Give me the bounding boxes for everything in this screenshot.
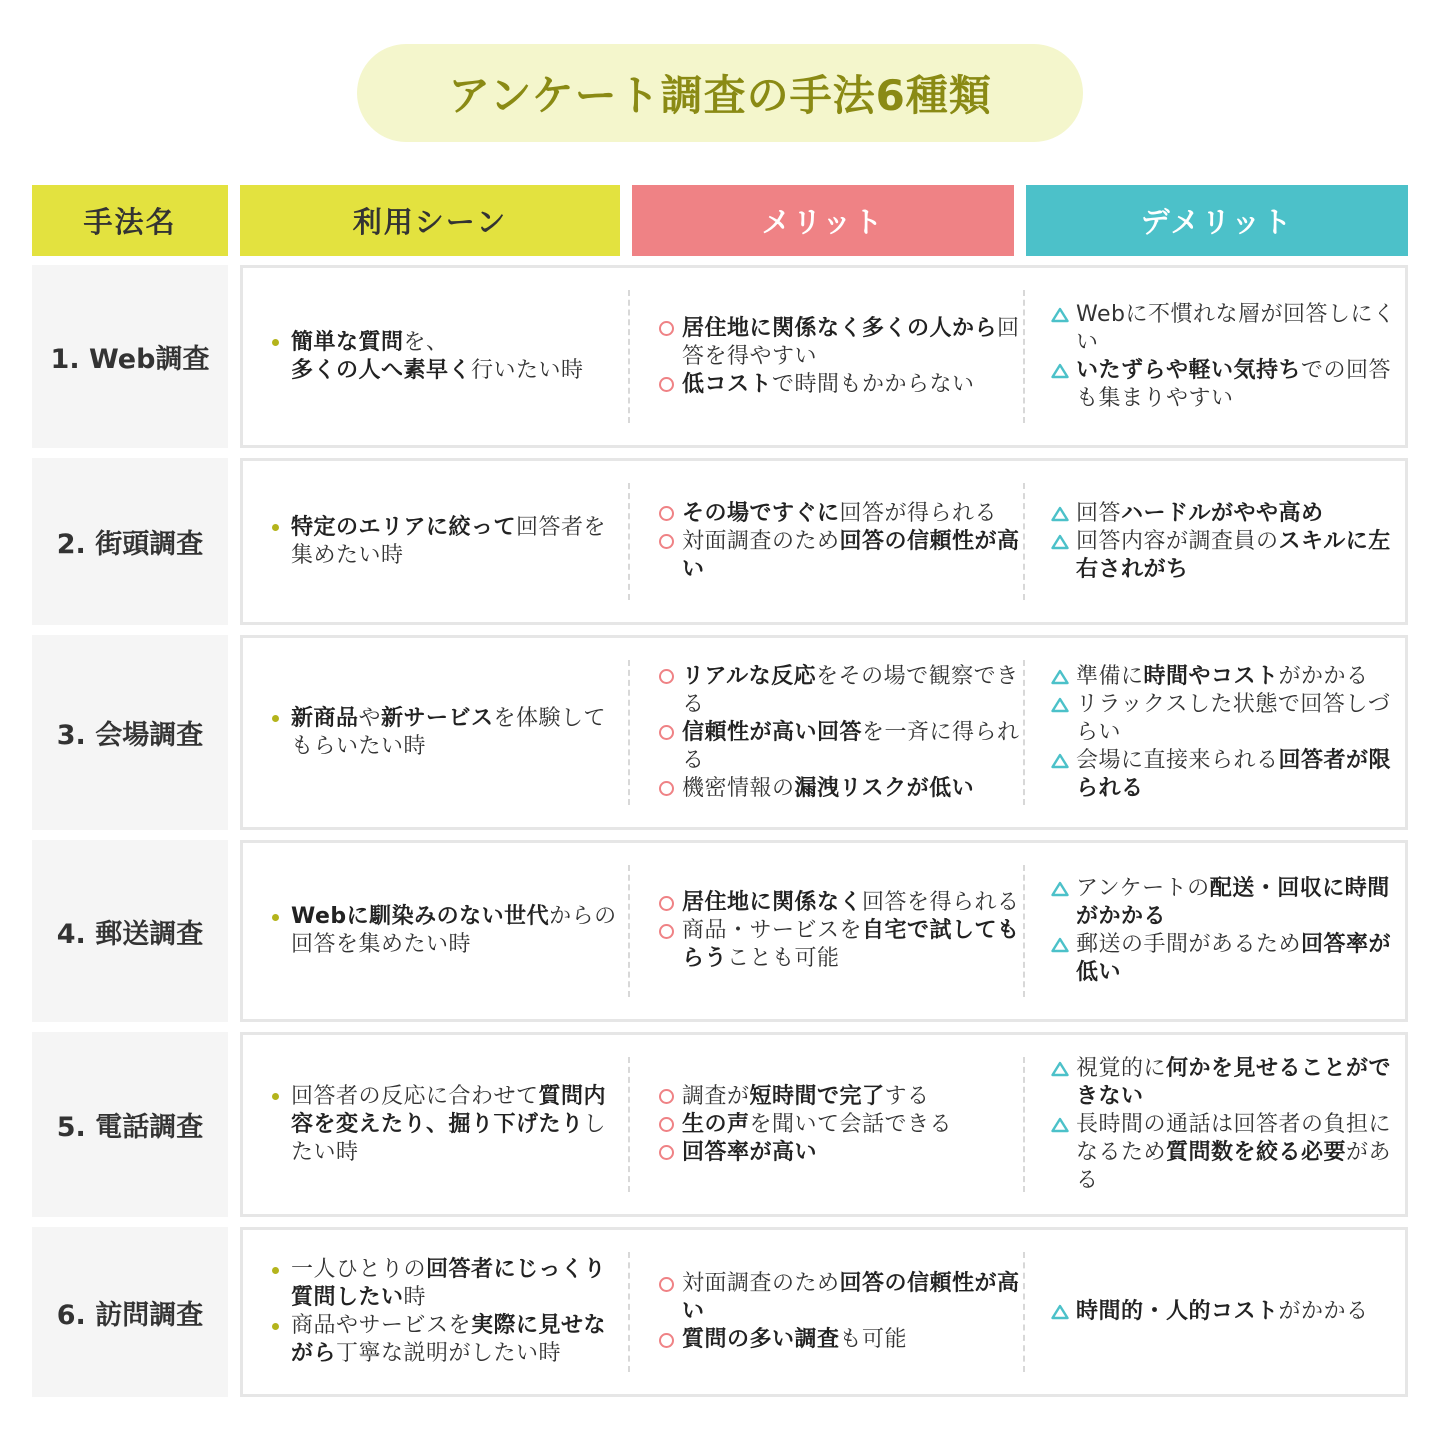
emphasis-text: いたずらや軽い気持ち [1076, 357, 1302, 383]
scene-list-item [265, 903, 625, 959]
emphasis-text: 回答者が限られる [1076, 747, 1392, 801]
item-text: 商品・サービスを [682, 918, 863, 943]
merit-list-item [656, 1083, 1028, 1111]
item-text: がかかる [1278, 663, 1369, 689]
emphasis-text: 時間的・人的コスト [1076, 1299, 1279, 1324]
emphasis-text: 多くの人へ素早く [291, 357, 472, 383]
circle-icon [656, 889, 676, 917]
emphasis-text: 居住地に関係なく多くの人から [682, 315, 998, 341]
method-row [240, 1227, 1408, 1397]
triangle-icon [1050, 931, 1070, 959]
emphasis-text: 新商品 [291, 705, 359, 731]
item-text: 機密情報の [682, 775, 795, 801]
emphasis-text: 回答の信頼性が高い [682, 528, 1020, 582]
demerit-cell [1050, 461, 1400, 622]
emphasis-text: 回答率が高い [682, 1139, 818, 1165]
bullet-dot-icon [265, 1256, 285, 1284]
demerit-cell [1050, 638, 1400, 827]
scene-cell [265, 1230, 625, 1394]
emphasis-text: 時間やコスト [1143, 663, 1279, 689]
method-name: 2. 街頭調査 [32, 458, 228, 625]
item-text: や [358, 705, 382, 731]
scene-list-item [265, 705, 625, 761]
item-text: する [884, 1083, 930, 1109]
bullet-dot-icon [265, 1312, 285, 1340]
item-text: 調査が [682, 1083, 750, 1109]
scene-cell [265, 1035, 625, 1214]
column-divider [628, 865, 630, 997]
triangle-icon [1050, 301, 1070, 329]
item-text: Webに不慣れな層が回答しにくい [1076, 301, 1396, 355]
merit-cell [656, 1035, 1028, 1214]
item-text: をその場で観察できる [682, 663, 1019, 717]
column-divider [628, 660, 630, 805]
emphasis-text: その場ですぐに [682, 500, 840, 526]
item-text: リラックスした状態で回答しづらい [1076, 691, 1391, 745]
merit-cell [656, 1230, 1028, 1394]
item-text: からの回答を集めたい時 [291, 904, 617, 957]
item-text: 回答を得られる [862, 890, 1020, 915]
item-text: を聞いて会話できる [749, 1111, 953, 1137]
item-text: 視覚的に [1076, 1055, 1167, 1081]
bullet-dot-icon [265, 1083, 285, 1111]
item-text: 対面調査のため [682, 1271, 840, 1296]
merit-list-item [656, 528, 1028, 584]
circle-icon [656, 371, 676, 399]
demerit-list-item [1050, 1111, 1400, 1195]
column-divider [1023, 1057, 1025, 1192]
scene-cell [265, 461, 625, 622]
circle-icon [656, 1111, 676, 1139]
merit-list-item [656, 775, 1028, 803]
item-text: 対面調査のため [682, 528, 840, 554]
method-name: 4. 郵送調査 [32, 840, 228, 1022]
column-divider [628, 290, 630, 423]
column-divider [1023, 290, 1025, 423]
item-text: を、 [403, 329, 449, 355]
demerit-list-item [1050, 500, 1400, 528]
circle-icon [656, 315, 676, 343]
item-text: 会場に直接来られる [1076, 747, 1279, 773]
column-divider [1023, 865, 1025, 997]
emphasis-text: Webに馴染みのない世代 [291, 904, 550, 929]
emphasis-text: ハードルがやや高め [1121, 500, 1324, 526]
item-text: 商品やサービスを [291, 1313, 472, 1338]
emphasis-text: 漏洩リスクが低い [794, 775, 975, 801]
item-text: アンケートの [1076, 876, 1210, 901]
header-method: 手法名 [32, 185, 228, 256]
merit-list-item [656, 1326, 1028, 1354]
demerit-list-item [1050, 875, 1400, 931]
scene-list-item [265, 1083, 625, 1167]
demerit-list-item [1050, 528, 1400, 584]
emphasis-text: 何かを見せることができない [1076, 1055, 1392, 1109]
bullet-dot-icon [265, 514, 285, 542]
emphasis-text: 実際に見せながら [291, 1313, 607, 1366]
merit-list-item [656, 1111, 1028, 1139]
demerit-list-item [1050, 301, 1400, 357]
column-divider [628, 1252, 630, 1372]
emphasis-text: 居住地に関係なく [682, 890, 863, 915]
circle-icon [656, 917, 676, 945]
emphasis-text: 質問の多い調査 [682, 1327, 840, 1352]
scene-list-item [265, 329, 625, 385]
item-text: したい時 [291, 1111, 607, 1165]
scene-cell [265, 843, 625, 1019]
merit-list-item [656, 1139, 1028, 1167]
circle-icon [656, 1326, 676, 1354]
demerit-list-item [1050, 357, 1400, 413]
demerit-cell [1050, 268, 1400, 445]
item-text: 一人ひとりの [291, 1257, 427, 1282]
circle-icon [656, 1083, 676, 1111]
emphasis-text: 短時間で完了 [749, 1083, 885, 1109]
title-banner [357, 44, 1083, 142]
emphasis-text: スキルに左右されがち [1076, 528, 1391, 582]
emphasis-text: 自宅で試してもらう [682, 918, 1020, 971]
triangle-icon [1050, 1055, 1070, 1083]
bullet-dot-icon [265, 903, 285, 931]
item-text: 回答を得やすい [682, 315, 1020, 369]
circle-icon [656, 500, 676, 528]
emphasis-text: 生の声 [682, 1111, 750, 1137]
merit-list-item [656, 371, 1028, 399]
scene-cell [265, 638, 625, 827]
merit-cell [656, 268, 1028, 445]
emphasis-text: 回答の信頼性が高い [682, 1271, 1020, 1324]
demerit-list-item [1050, 691, 1400, 747]
emphasis-text: 信頼性が高い回答 [682, 719, 863, 745]
merit-cell [656, 843, 1028, 1019]
item-text: 回答が得られる [839, 500, 998, 526]
item-text: を一斉に得られる [682, 719, 1020, 773]
triangle-icon [1050, 528, 1070, 556]
method-row [240, 635, 1408, 830]
emphasis-text: 配送・回収に時間がかかる [1076, 876, 1390, 929]
emphasis-text: 特定のエリアに絞って [291, 514, 517, 540]
circle-icon [656, 1139, 676, 1167]
triangle-icon [1050, 875, 1070, 903]
demerit-list-item [1050, 1055, 1400, 1111]
column-divider [628, 1057, 630, 1192]
method-name: 5. 電話調査 [32, 1032, 228, 1217]
column-divider [628, 483, 630, 600]
scene-list-item [265, 1312, 625, 1368]
merit-cell [656, 638, 1028, 827]
triangle-icon [1050, 357, 1070, 385]
emphasis-text: 質問内容を変えたり、掘り下げたり [291, 1083, 607, 1137]
item-text: 行いたい時 [471, 357, 584, 383]
demerit-cell [1050, 1230, 1400, 1394]
triangle-icon [1050, 1111, 1070, 1139]
emphasis-text: リアルな反応 [682, 663, 817, 689]
merit-list-item [656, 719, 1028, 775]
merit-list-item [656, 889, 1028, 917]
circle-icon [656, 1270, 676, 1298]
circle-icon [656, 719, 676, 747]
demerit-list-item [1050, 663, 1400, 691]
triangle-icon [1050, 747, 1070, 775]
demerit-cell [1050, 843, 1400, 1019]
demerit-cell [1050, 1035, 1400, 1214]
item-text: を体験してもらいたい時 [291, 705, 607, 759]
merit-list-item [656, 663, 1028, 719]
emphasis-text: 回答者にじっくり質問したい [291, 1257, 607, 1310]
item-text: 回答者の反応に合わせて [291, 1083, 539, 1109]
item-text: がかかる [1278, 1299, 1369, 1324]
emphasis-text: 回答率が低い [1076, 932, 1392, 985]
header-merit: メリット [632, 185, 1014, 256]
method-row [240, 265, 1408, 448]
triangle-icon [1050, 500, 1070, 528]
emphasis-text: 簡単な質問 [291, 329, 404, 355]
method-name: 1. Web調査 [32, 265, 228, 448]
emphasis-text: 低コスト [682, 371, 773, 397]
item-text: 回答 [1076, 500, 1122, 526]
scene-list-item [265, 514, 625, 570]
item-text: 準備に [1076, 663, 1144, 689]
scene-list-item [265, 1256, 625, 1312]
item-text: がある [1076, 1139, 1392, 1193]
method-row [240, 840, 1408, 1022]
emphasis-text: 新サービス [381, 705, 494, 731]
circle-icon [656, 775, 676, 803]
item-text: で時間もかからない [772, 371, 975, 397]
item-text: 回答者を集めたい時 [291, 514, 607, 568]
header-scene: 利用シーン [240, 185, 620, 256]
emphasis-text: 質問数を絞る必要 [1166, 1139, 1347, 1165]
bullet-dot-icon [265, 705, 285, 733]
header-demerit: デメリット [1026, 185, 1408, 256]
item-text: 丁寧な説明がしたい時 [336, 1341, 562, 1366]
column-divider [1023, 1252, 1025, 1372]
scene-cell [265, 268, 625, 445]
method-name: 3. 会場調査 [32, 635, 228, 830]
item-text: ことも可能 [727, 946, 840, 971]
column-divider [1023, 483, 1025, 600]
bullet-dot-icon [265, 329, 285, 357]
triangle-icon [1050, 663, 1070, 691]
merit-cell [656, 461, 1028, 622]
method-row [240, 458, 1408, 625]
merit-list-item [656, 315, 1028, 371]
item-text: での回答も集まりやすい [1076, 357, 1392, 411]
item-text: 長時間の通話は回答者の負担になるため [1076, 1111, 1392, 1165]
merit-list-item [656, 1270, 1028, 1326]
demerit-list-item [1050, 1298, 1400, 1326]
circle-icon [656, 528, 676, 556]
triangle-icon [1050, 691, 1070, 719]
demerit-list-item [1050, 931, 1400, 987]
item-text: 時 [403, 1285, 427, 1310]
triangle-icon [1050, 1298, 1070, 1326]
merit-list-item [656, 917, 1028, 973]
method-row [240, 1032, 1408, 1217]
circle-icon [656, 663, 676, 691]
column-divider [1023, 660, 1025, 805]
item-text: 回答内容が調査員の [1076, 528, 1279, 554]
item-text: 郵送の手間があるため [1076, 932, 1302, 957]
merit-list-item [656, 500, 1028, 528]
item-text: も可能 [839, 1327, 908, 1352]
method-name: 6. 訪問調査 [32, 1227, 228, 1397]
demerit-list-item [1050, 747, 1400, 803]
page-title: アンケート調査の手法6種類 [448, 71, 992, 120]
